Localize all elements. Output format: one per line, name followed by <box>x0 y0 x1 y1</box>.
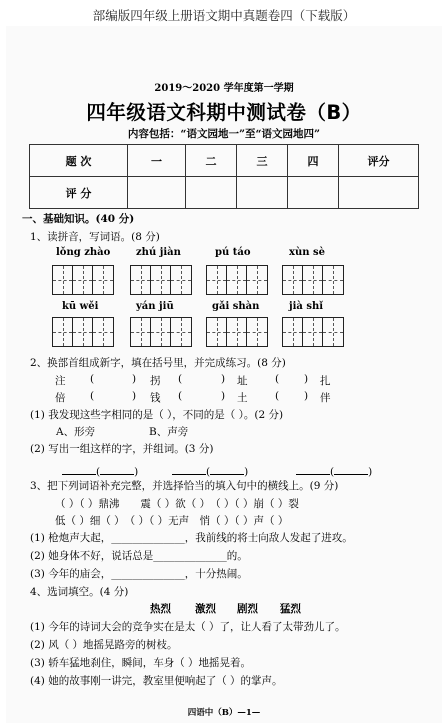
q2-char: 倍 <box>55 392 66 404</box>
score-empty-cell[interactable] <box>339 177 419 209</box>
q4-sentence2: (2) 风（ ）地摇晃路旁的树枝。 <box>30 639 178 651</box>
option-a: A、形旁 <box>56 426 96 438</box>
word-option: 激烈 <box>195 603 216 615</box>
writing-grid[interactable] <box>130 317 192 347</box>
q2-char: 钱 <box>150 392 161 404</box>
score-cell: 评分 <box>339 145 419 177</box>
q3-title: 3、把下列词语补充完整，并选择恰当的填入句中的横线上。(9 分) <box>30 480 339 492</box>
answer-line[interactable]: ( ) <box>296 460 372 479</box>
answer-line[interactable]: ( ) <box>62 460 138 479</box>
score-table <box>29 144 419 209</box>
q2-char: 扎 <box>320 375 331 387</box>
writing-grid[interactable] <box>52 317 114 347</box>
q4-sentence3: (3) 轿车猛地刹住，瞬间，车身（ ）地摇晃着。 <box>30 657 252 669</box>
score-cell: 二 <box>186 145 237 177</box>
pinyin-label: pú táo <box>215 247 251 258</box>
q2-char: 拐 <box>150 375 161 387</box>
writing-grid[interactable] <box>130 265 192 295</box>
q2-sub1: (1) 我发现这些字相同的是（ ），不同的是（ ）。(2 分) <box>30 409 284 421</box>
writing-grid[interactable] <box>206 265 268 295</box>
score-table-score-row <box>30 177 419 209</box>
q2-char: 土 <box>237 392 248 404</box>
q2-sub2: (2) 写出一组这样的字，并组词。(3 分) <box>30 443 214 455</box>
q2-bracket: ( <box>90 390 95 402</box>
option-b: B、声旁 <box>149 426 189 438</box>
q3-row2: 低（ ）细（ ） （ ）（ ）无声 悄（ ）（ ）声（ ） <box>55 515 289 527</box>
q2-bracket: ) <box>132 390 137 402</box>
q2-char: 注 <box>55 375 66 387</box>
pinyin-label: gǎi shàn <box>212 301 260 312</box>
word-option: 热烈 <box>150 603 171 615</box>
exam-year: 2019～2020 学年度第一学期 <box>154 83 294 94</box>
q4-title: 4、选词填空。(4 分) <box>30 586 129 598</box>
section1-title: 一、基础知识。(40 分) <box>22 213 135 225</box>
score-cell: 四 <box>288 145 339 177</box>
q4-sentence1: (1) 今年的诗词大会的竞争实在是太（ ）了，让人看了太带劲儿了。 <box>30 621 346 633</box>
score-row-label: 评 分 <box>30 177 128 209</box>
pinyin-label: zhú jiàn <box>136 247 181 258</box>
exam-contents: 内容包括：“语文园地一”至“语文园地四” <box>127 128 321 140</box>
q2-bracket: ) <box>132 373 137 385</box>
writing-grid[interactable] <box>282 265 344 295</box>
q3-row1: （ ）（ ）鼎沸 震（ ）欲（ ） （ ）（ ）崩（ ）裂 <box>55 498 299 510</box>
pinyin-label: jià shǐ <box>289 301 324 312</box>
q1-title: 1、读拼音，写词语。(8 分) <box>30 231 160 243</box>
q2-bracket: ) <box>304 373 309 385</box>
exam-title: 四年级语文科期中测试卷（B） <box>86 101 362 124</box>
score-cell: 题 次 <box>30 145 128 177</box>
q2-char: 伴 <box>320 392 331 404</box>
q3-sentence3: (3) 今年的庙会，______________，十分热闹。 <box>30 568 248 580</box>
score-empty-cell[interactable] <box>288 177 339 209</box>
pinyin-label: lǒng zhào <box>56 247 111 258</box>
score-empty-cell[interactable] <box>237 177 288 209</box>
q2-bracket: ( <box>275 373 280 385</box>
q2-bracket: ) <box>221 390 226 402</box>
word-option: 剧烈 <box>237 603 258 615</box>
writing-grid[interactable] <box>206 317 268 347</box>
q4-sentence4: (4) 她的故事刚一讲完，教室里便响起了（ ）的掌声。 <box>30 675 283 687</box>
page-footer: 四语中（B）—1— <box>187 708 261 718</box>
q2-bracket: ( <box>178 390 183 402</box>
score-cell: 一 <box>128 145 186 177</box>
q2-char: 址 <box>237 375 248 387</box>
q2-bracket: ) <box>304 390 309 402</box>
writing-grid[interactable] <box>52 265 114 295</box>
q2-title: 2、换部首组成新字，填在括号里，并完成练习。(8 分) <box>30 357 286 369</box>
score-empty-cell[interactable] <box>128 177 186 209</box>
q3-sentence2: (2) 她身体不好，说话总是______________的。 <box>30 550 248 562</box>
pinyin-label: xùn sè <box>289 247 325 258</box>
q2-bracket: ( <box>90 373 95 385</box>
q2-bracket: ( <box>178 373 183 385</box>
page-header: 部编版四年级上册语文期中真题卷四（下载版） <box>92 8 356 23</box>
pinyin-label: kū wěi <box>62 301 99 312</box>
writing-grid[interactable] <box>282 317 344 347</box>
q2-bracket: ( <box>275 390 280 402</box>
q2-bracket: ) <box>221 373 226 385</box>
score-table-header-row <box>30 145 419 177</box>
score-cell: 三 <box>237 145 288 177</box>
score-empty-cell[interactable] <box>186 177 237 209</box>
answer-line[interactable]: ( ) <box>172 460 248 479</box>
word-option: 猛烈 <box>280 603 301 615</box>
pinyin-label: yán jiū <box>136 301 174 312</box>
q3-sentence1: (1) 枪炮声大起，______________，我前线的将士向敌人发起了进攻。 <box>30 532 353 544</box>
